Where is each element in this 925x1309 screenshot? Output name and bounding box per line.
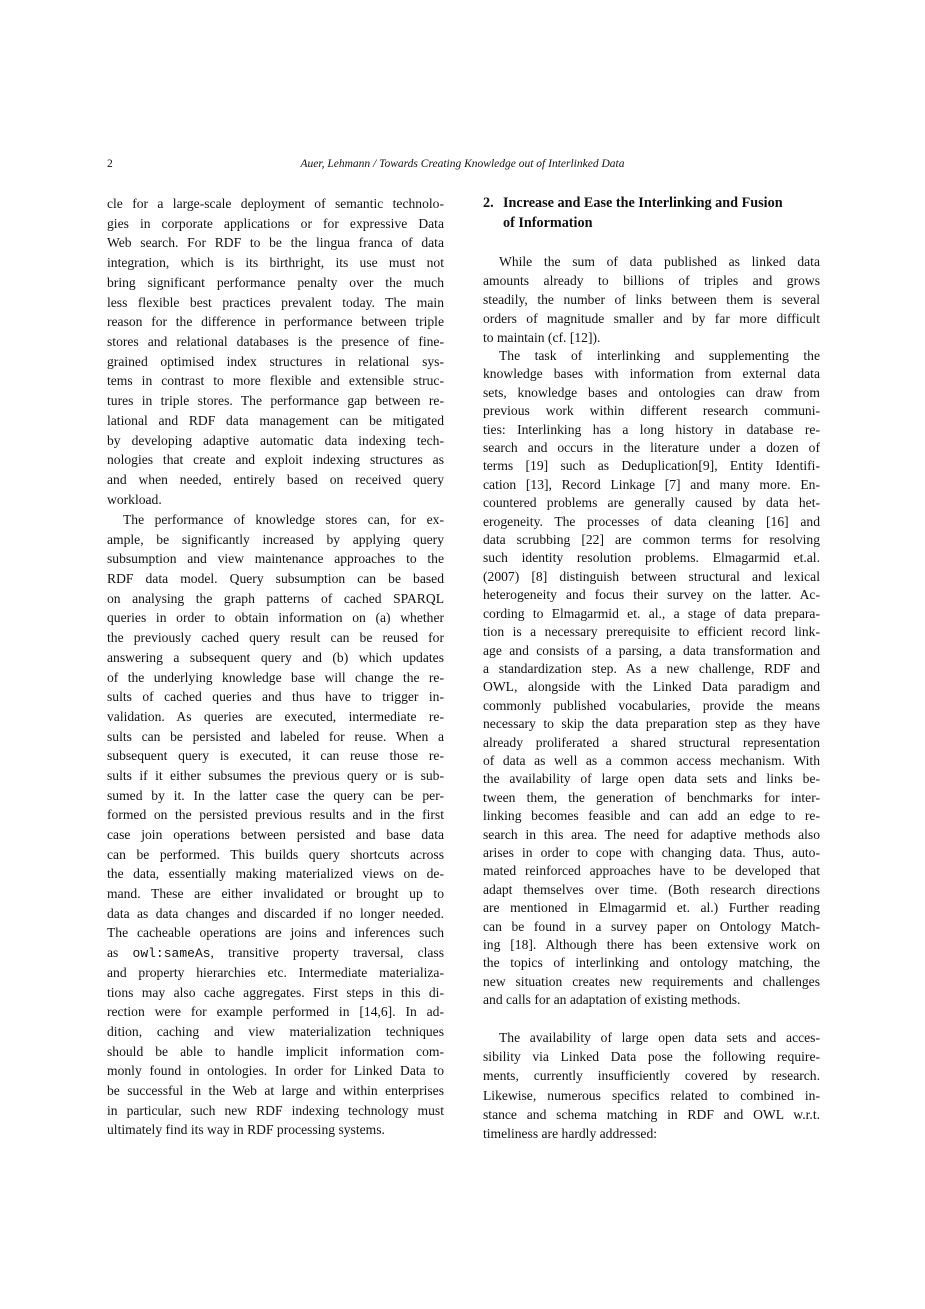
text-line: gies in corporate applications or for expressive Data <box>107 215 444 231</box>
right-column-paragraph <box>483 347 820 1010</box>
text-line: the availability of large open data sets and links be- <box>483 771 820 787</box>
text-line: cle for a large-scale deployment of semantic technolo- <box>107 196 444 211</box>
text-line: sibility via Linked Data pose the following require- <box>483 1049 820 1065</box>
text-line: tures in triple stores. The performance gap between re- <box>107 393 444 409</box>
text-line <box>107 943 444 963</box>
text-fragment: , transitive property traversal, class <box>210 945 444 961</box>
section-number: 2. <box>483 195 494 211</box>
text-line: arises in order to cope with changing data. Thus, auto- <box>483 844 820 860</box>
text-line: and calls for an adaptation of existing methods. <box>483 992 741 1008</box>
section-heading <box>483 194 823 233</box>
text-line: data as data changes and discarded if no longer needed. <box>107 905 444 921</box>
text-line: ties: Interlinking has a long history in database re- <box>483 421 820 437</box>
text-line: ample, be significantly increased by applying query <box>107 531 444 547</box>
text-line: can be performed. This builds query shortcuts across <box>107 846 444 862</box>
inline-code: owl:sameAs <box>132 946 211 962</box>
text-line: answering a subsequent query and (b) which updates <box>107 649 444 665</box>
text-line: The availability of large open data sets and acces- <box>499 1030 820 1045</box>
text-line: stores and relational databases is the presence of fine- <box>107 334 444 350</box>
text-line: tween them, the generation of benchmarks for inter- <box>483 789 820 805</box>
text-line: formed on the persisted previous results and in the first <box>107 807 444 823</box>
text-line: are mentioned in Elmagarmid et. al.) Further reading <box>483 900 820 916</box>
text-line: ing [18]. Although there has been extensive work on <box>483 937 820 952</box>
text-line: necessary to skip the data preparation step as they have <box>483 716 820 732</box>
text-line: heterogeneity and focus their survey on the latter. Ac- <box>483 587 820 603</box>
text-line: ments, currently insufficiently covered by research. <box>483 1068 820 1084</box>
section-title-line1: Increase and Ease the Interlinking and Fusion <box>503 195 783 211</box>
text-line: rection were for example performed in [14,6]. In ad- <box>107 1004 444 1020</box>
text-line: of data as well as a common access mechanism. With <box>483 752 820 768</box>
text-line: subsumption and view maintenance approaches to the <box>107 551 444 567</box>
text-line: in particular, such new RDF indexing technology must <box>107 1102 444 1118</box>
text-line: grained optimised index structures in relational sys- <box>107 353 444 369</box>
text-line: While the sum of data published as linked data <box>499 254 820 269</box>
text-line: linking becomes feasible and can add an edge to re- <box>483 808 820 824</box>
right-column-paragraph <box>483 252 820 347</box>
text-line: monly found in ontologies. In order for Linked Data to <box>107 1063 444 1079</box>
text-line: lational and RDF data management can be mitigated <box>107 412 444 428</box>
text-line: search and occurs in the literature under a dozen of <box>483 440 820 456</box>
text-line: Likewise, numerous specifics related to combined in- <box>483 1087 820 1103</box>
left-column-paragraph <box>107 194 444 510</box>
text-line: and when needed, entirely based on received query <box>107 472 444 488</box>
text-line: The task of interlinking and supplementing the <box>499 348 820 363</box>
text-line: mand. These are either invalidated or brought up to <box>107 886 444 902</box>
text-line: knowledge bases with information from external data <box>483 366 820 382</box>
text-line: OWL, alongside with the Linked Data paradigm and <box>483 679 820 695</box>
text-line: tems in contrast to more flexible and extensible struc- <box>107 373 444 389</box>
text-line: workload. <box>107 491 162 507</box>
text-line: sults can be persisted and labeled for reuse. When a <box>107 728 444 744</box>
text-line: sults of cached queries and thus have to trigger in- <box>107 689 444 705</box>
text-line: reason for the difference in performance between triple <box>107 314 444 330</box>
text-line: tion is a necessary prerequisite to efficient record link- <box>483 624 820 640</box>
text-line: countered problems are generally caused by data het- <box>483 495 820 511</box>
text-line: erogeneity. The processes of data cleaning [16] and <box>483 513 820 529</box>
text-line: RDF data model. Query subsumption can be based <box>107 571 444 587</box>
text-line: new situation creates new requirements and challenges <box>483 973 820 989</box>
text-line: cation [13], Record Linkage [7] and many more. En- <box>483 476 820 492</box>
text-fragment: as <box>107 945 133 961</box>
text-line: can be found in a survey paper on Ontology Match- <box>483 918 820 934</box>
text-line: the previously cached query result can be reused for <box>107 630 444 646</box>
text-line: cording to Elmagarmid et. al., a stage of data prepara- <box>483 605 820 621</box>
text-line: by developing adaptive automatic data indexing tech- <box>107 432 444 448</box>
text-line: validation. As queries are executed, intermediate re- <box>107 708 444 724</box>
text-line: bring significant performance penalty over the much <box>107 274 444 290</box>
text-line: timeliness are hardly addressed: <box>483 1125 658 1141</box>
text-line: terms [19] such as Deduplication[9], Entity Identifi- <box>483 458 820 474</box>
text-line: (2007) [8] distinguish between structural and lexical <box>483 568 820 584</box>
text-line: be successful in the Web at large and within enterprises <box>107 1082 444 1098</box>
text-line: subsequent query is executed, it can reuse those re- <box>107 748 444 764</box>
text-line: search in this area. The need for adaptive methods also <box>483 826 820 842</box>
text-line: of the underlying knowledge base will change the re- <box>107 669 444 685</box>
text-line: steadily, the number of links between them is several <box>483 292 820 307</box>
text-line: age and consists of a parsing, a data transformation and <box>483 642 820 658</box>
text-line: sults if it either subsumes the previous query or is sub- <box>107 767 444 783</box>
text-line: adapt themselves over time. (Both research directions <box>483 881 820 897</box>
text-line: Web search. For RDF to be the lingua franca of data <box>107 235 444 251</box>
text-line: amounts already to billions of triples and grows <box>483 273 820 288</box>
text-line: less flexible best practices prevalent today. The main <box>107 294 444 310</box>
text-line: sets, knowledge bases and ontologies can draw from <box>483 384 820 400</box>
left-column-paragraph <box>107 510 444 1140</box>
right-column-paragraph <box>483 1028 820 1143</box>
text-line: integration, which is its birthright, its use must not <box>107 255 444 271</box>
text-line: the topics of interlinking and ontology matching, the <box>483 955 820 971</box>
text-line: nologies that create and exploit indexing structures as <box>107 452 444 468</box>
text-line: The cacheable operations are joins and inferences such <box>107 925 444 941</box>
text-line: commonly published vocabularies, provide the means <box>483 697 820 713</box>
text-line: should be able to handle implicit information com- <box>107 1043 444 1059</box>
running-title: Auer, Lehmann / Towards Creating Knowledge out of Interlinked Data <box>300 158 625 170</box>
text-line: data scrubbing [22] are common terms for resolving <box>483 532 820 548</box>
text-line: stance and schema matching in RDF and OWL w.r.t. <box>483 1106 820 1122</box>
text-line: and property hierarchies etc. Intermediate materializa- <box>107 964 444 980</box>
text-line: previous work within different research communi- <box>483 403 820 419</box>
text-line: tions may also cache aggregates. First steps in this di- <box>107 984 444 1000</box>
text-line: the data, essentially making materialized views on de- <box>107 866 444 882</box>
text-line: orders of magnitude smaller and by far more difficult <box>483 311 820 326</box>
text-line: The performance of knowledge stores can, for ex- <box>123 512 444 527</box>
text-line: on analysing the graph patterns of cached SPARQL <box>107 590 444 606</box>
text-line: queries in order to obtain information on (a) whether <box>107 610 444 626</box>
text-line: a standardization step. As a new challenge, RDF and <box>483 660 820 676</box>
text-line: to maintain (cf. [12]). <box>483 330 601 345</box>
text-line: ultimately find its way in RDF processing systems. <box>107 1122 385 1138</box>
page-number: 2 <box>107 158 113 170</box>
text-line: mated reinforced approaches have to be developed that <box>483 863 820 879</box>
text-line: case join operations between persisted and base data <box>107 827 444 842</box>
text-line: dition, caching and view materialization techniques <box>107 1023 444 1039</box>
text-line: already proliferated a shared structural representation <box>483 734 820 750</box>
section-title-line2: of Information <box>503 214 593 231</box>
text-line: such identity resolution problems. Elmagarmid et.al. <box>483 550 820 566</box>
text-line: sumed by it. In the latter case the query can be per- <box>107 787 444 803</box>
